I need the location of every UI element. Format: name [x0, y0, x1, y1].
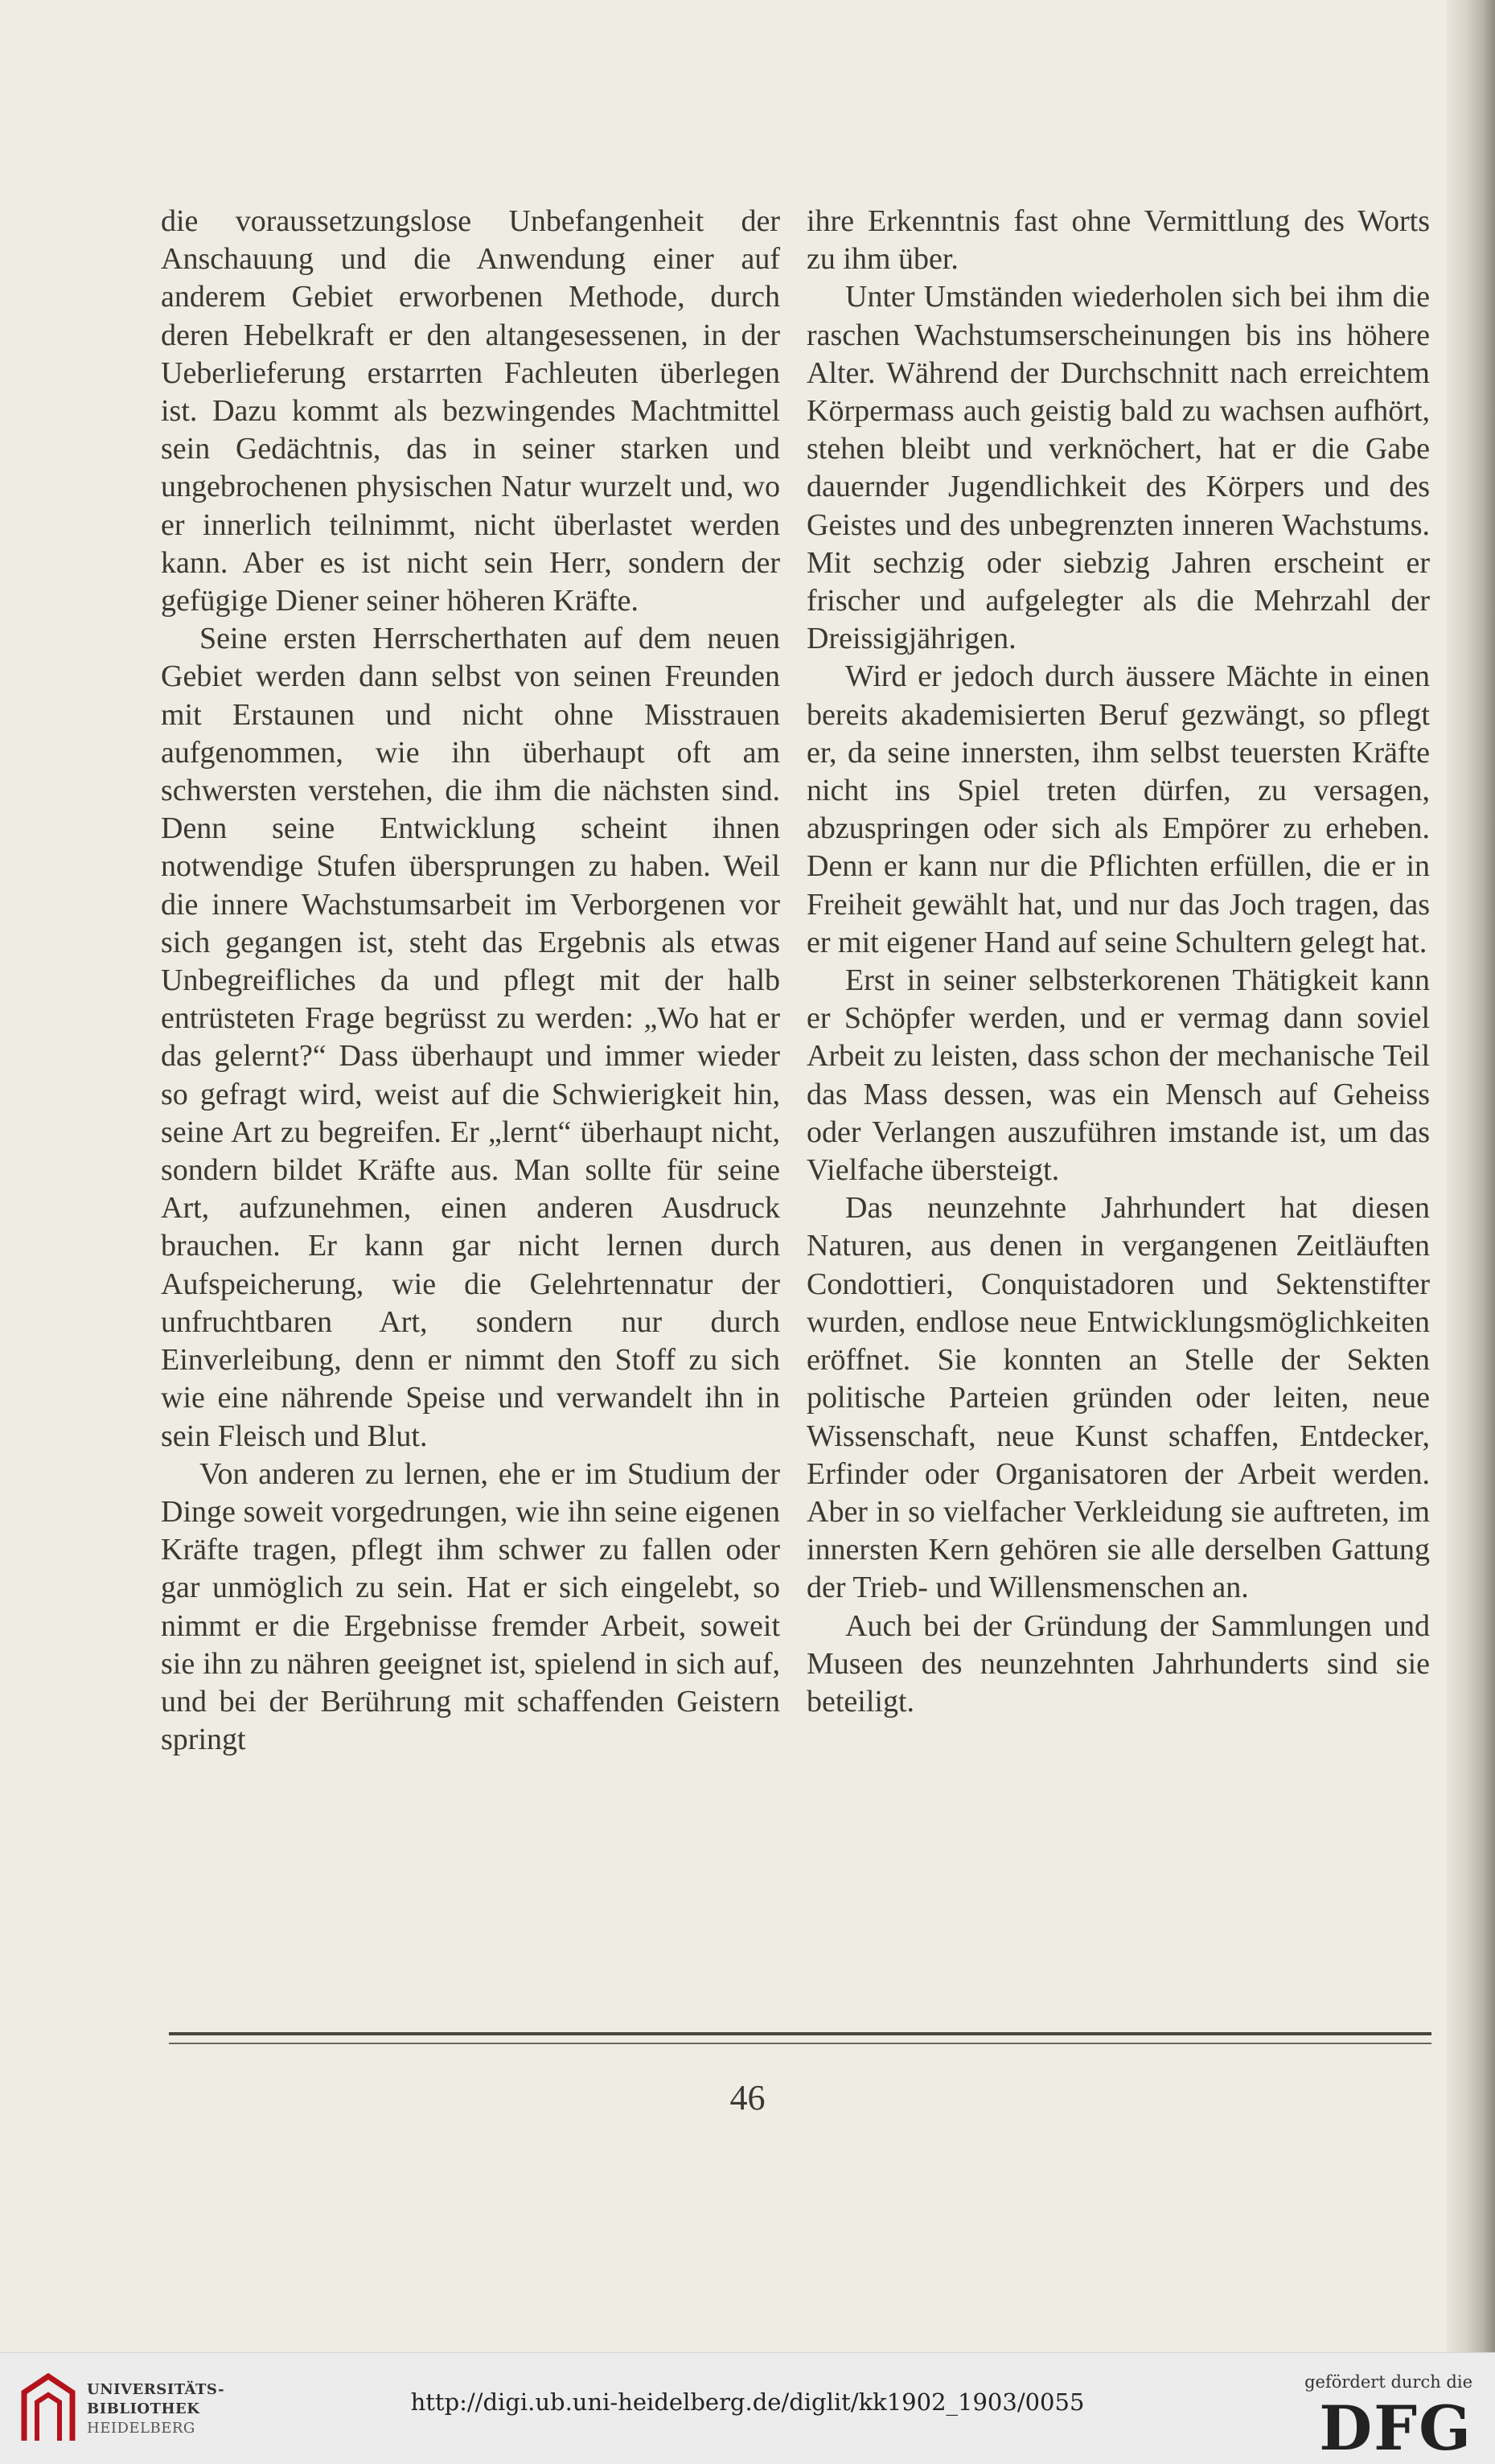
library-name-line: UNIVERSITÄTS-	[87, 2381, 225, 2398]
page-number: 46	[729, 2078, 766, 2117]
paragraph: Auch bei der Gründung der Sammlungen und Museen des neunzehnten Jahrhunderts sind sie beteiligt.	[807, 1608, 1430, 1719]
paragraph: Unter Umständen wiederholen sich bei ihm die raschen Wachstumserscheinungen bis ins höhere Alter. Während der Durchschnitt nach erreichtem Körpermass auch geistig bald zu wachsen aufhört, stehen bleibt und verknöchert, hat er die Gabe dauernder Jugendlichkeit des Körpers und des Geistes und des unbegrenzten inneren Wachstums. Mit sechzig oder siebzig Jahren erscheint er frischer und aufgelegter als die Mehrzahl der Dreissigjährigen.	[807, 280, 1430, 656]
page-edge-shadow	[1447, 0, 1495, 2352]
paragraph: die voraussetzungslose Unbefangenheit der Anschauung und die Anwendung einer auf anderem Gebiet erworbenen Methode, durch deren Hebelkraft er den altangesessenen, in der Ueberlieferung erstarrten Fachleuten überlegen ist. Dazu kommt als bezwingendes Machtmittel sein Gedächtnis, das in seiner starken und ungebrochenen physischen Natur wurzelt und, wo er innerlich teilnimmt, nicht überlastet werden kann. Aber es ist nicht sein Herr, sondern der gefügige Diener seiner höheren Kräfte.	[161, 204, 780, 618]
paragraph: Seine ersten Herrscherthaten auf dem neuen Gebiet werden dann selbst von seinen Freunden mit Erstaunen und nicht ohne Misstrauen aufgenommen, wie ihn überhaupt oft am schwersten verstehen, die ihm die nächsten sind. Denn seine Entwicklung scheint ihnen notwendige Stufen übersprungen zu haben. Weil die innere Wachstumsarbeit im Verborgenen vor sich gegangen ist, steht das Ergebnis als etwas Unbegreifliches da und pflegt mit der halb entrüsteten Frage begrüsst zu werden: „Wo hat er das gelernt?“ Dass überhaupt und immer wieder so gefragt wird, weist auf die Schwierigkeit hin, seine Art zu begreifen. Er „lernt“ überhaupt nicht, sondern bildet Kräfte aus. Man sollte für seine Art, aufzunehmen, einen anderen Ausdruck brauchen. Er kann gar nicht lernen durch Aufspeicherung, wie die Gelehrtennatur der unfruchtbaren Art, sondern nur durch Einverleibung, denn er nimmt den Stoff zu sich wie eine nährende Speise und verwandelt ihn in sein Fleisch und Blut.	[161, 622, 780, 1453]
footer-rule-thin	[169, 2043, 1431, 2044]
paragraph: Erst in seiner selbsterkorenen Thätigkeit kann er Schöpfer werden, und er vermag dann soviel Arbeit zu leisten, dass schon der mechanische Teil das Mass dessen, was ein Mensch auf Geheiss oder Verlangen auszuführen imstande ist, um das Vielfache übersteigt.	[807, 963, 1430, 1188]
paragraph: ihre Erkenntnis fast ohne Vermittlung des Worts zu ihm über.	[807, 204, 1430, 277]
library-name-line: BIBLIOTHEK	[87, 2400, 200, 2417]
dfg-logo[interactable]: DFG	[1319, 2392, 1472, 2464]
text-column-left	[161, 203, 780, 1759]
paragraph: Von anderen zu lernen, ehe er im Studium der Dinge soweit vorgedrungen, wie ihn seine eigenen Kräfte tragen, pflegt ihm schwer zu fallen oder gar unmöglich zu sein. Hat er sich eingelebt, so nimmt er die Ergebnisse fremder Arbeit, soweit sie ihn zu nähren geeignet ist, spielend in sich auf, und bei der Berührung mit schaffenden Geistern springt	[161, 1456, 780, 1757]
footer-rule-thick	[169, 2032, 1431, 2035]
library-name-line: HEIDELBERG	[87, 2420, 195, 2437]
permalink-url[interactable]: http://digi.ub.uni-heidelberg.de/diglit/kk1902_1903/0055	[410, 2388, 1085, 2416]
paragraph: Wird er jedoch durch äussere Mächte in einen bereits akademisierten Beruf gezwängt, so pflegt er, da seine innersten, ihm selbst teuersten Kräfte nicht ins Spiel treten dürfen, zu versagen, abzuspringen oder sich als Empörer zu erheben. Denn er kann nur die Pflichten erfüllen, die er in Freiheit gewählt hat, und nur das Joch tragen, das er mit eigener Hand auf seine Schultern gelegt hat.	[807, 659, 1430, 959]
funding-label: gefördert durch die	[1304, 2372, 1472, 2392]
paragraph: Das neunzehnte Jahrhundert hat diesen Naturen, aus denen in vergangenen Zeitläuften Condottieri, Conquistadoren und Sektenstifter wurden, endlose neue Entwicklungsmöglichkeiten eröffnet. Sie konnten an Stelle der Sekten politische Parteien gründen oder leiten, neue Wissenschaft, neue Kunst schaffen, Entdecker, Erfinder oder Organisatoren der Arbeit werden. Aber in so vielfacher Verkleidung sie auftreten, im innersten Kern gehören sie alle derselben Gattung der Trieb- und Willensmenschen an.	[807, 1191, 1430, 1605]
text-column-right	[807, 203, 1430, 1721]
